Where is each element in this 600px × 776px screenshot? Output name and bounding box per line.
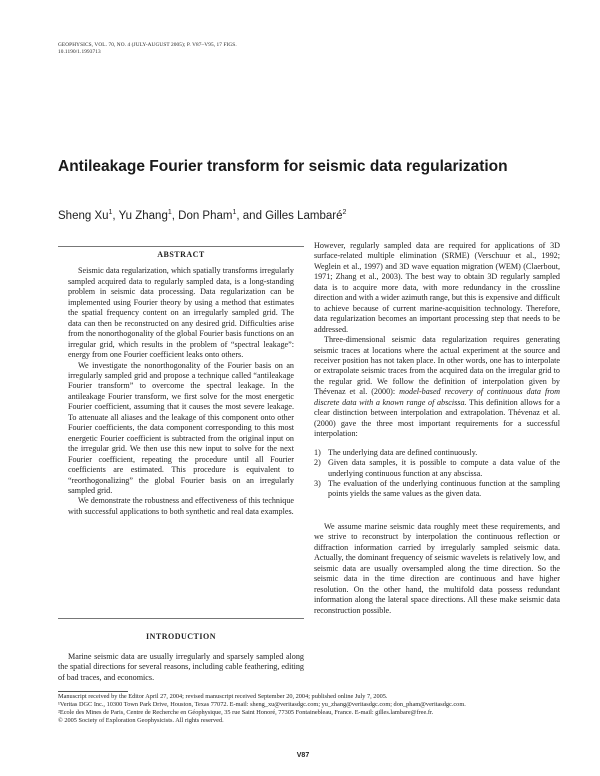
author-name: Sheng Xu xyxy=(58,209,109,222)
abstract-heading: ABSTRACT xyxy=(157,250,205,259)
author-affiliation-mark: 1 xyxy=(167,209,172,216)
right-column xyxy=(314,241,560,616)
footnote-copyright: © 2005 Society of Exploration Geophysicists. All rights reserved. xyxy=(58,716,224,724)
list-text: The underlying data are defined continuously. xyxy=(328,447,478,457)
body-paragraph xyxy=(314,335,560,440)
body-text: Three-dimensional seismic data regularization requires generating seismic traces at locations where the actual experiment at the source and receiver position has not taken place. In other words, one has to interpolate or extrapolate seismic traces from the acquired data on the irregular grid to the regular grid. We follow the definition of interpolation given by Thévenaz et al. (2000): xyxy=(314,335,560,397)
author-name: Gilles Lambaré xyxy=(265,209,343,222)
body-paragraph: We assume marine seismic data roughly meet these requirements, and we strive to reconstruct by interpolation the continuous reflection or diffraction information carried by irregularly sampled seismic data. Actually, the dominant frequency of seismic wavelets is relatively low, and seismic data are usually oversampled along the time direction. So the seismic data in the time direction are continuous and have higher resolution. On the other hand, the multifold data possess redundant information along the lateral space directions. All these make seismic data reconstruction possible. xyxy=(314,521,560,615)
interpolation-definition: model-based recovery of continuous data from discrete data with a known range of abscissa. xyxy=(314,387,560,407)
requirements-list xyxy=(314,448,560,500)
author-affiliation-mark: 1 xyxy=(232,209,237,216)
author-name: Don Pham xyxy=(178,209,233,222)
author-affiliation-mark: 1 xyxy=(108,209,113,216)
list-number: 2) xyxy=(314,458,321,468)
abstract-section xyxy=(58,250,304,517)
footnote-affiliation: ¹Veritas DGC Inc., 10300 Town Park Drive, Houston, Texas 77072. E-mail: sheng_xu@veritasdgc.com; yu_zhang@veritasdgc.com; don_pham@veritasdgc.com. xyxy=(58,700,466,708)
journal-header xyxy=(58,42,358,56)
abstract-paragraph: Seismic data regularization, which spatially transforms irregularly sampled acquired data to regularly sampled data, is a long-standing problem in seismic data processing. Data regularization can be implemented using Fourier theory by using a method that estimates the spatial frequency content on an irregularly sampled grid. The data can then be reconstructed on any desired grid. Difficulties arise from the nonorthogonality of the global Fourier basis functions on an irregular grid, which results in the problem of “spectral leakage”: energy from one Fourier coefficient leaks onto others. xyxy=(68,266,294,360)
paper-title: Antileakage Fourier transform for seismic data regularization xyxy=(58,158,508,175)
footnote-received: Manuscript received by the Editor April 27, 2004; revised manuscript received September 20, 2004; published online July 7, 2005. xyxy=(58,693,388,700)
abstract-paragraph: We demonstrate the robustness and effectiveness of this technique with successful applications to both synthetic and real data examples. xyxy=(68,496,294,516)
list-number: 1) xyxy=(314,447,321,457)
body-paragraph: However, regularly sampled data are required for applications of 3D surface-related multiple elimination (SRME) (Verschuur et al., 1992; Weglein et al., 1997) and 3D wave equation migration (WEM) (Claerbout, 1971; Zhang et al., 2003). The best way to obtain 3D regularly sampled data is to acquire more data, with more redundancy in the crossline direction and with a wider azimuth range, but this is expensive and difficult to achieve because of current marine-acquisition technology. Therefore, data regularization becomes an important processing step that needs to be addressed. xyxy=(314,241,560,334)
doi: 10.1190/1.1993713 xyxy=(58,49,101,55)
list-item xyxy=(314,479,560,500)
abstract-bottom-rule xyxy=(58,618,304,619)
introduction-paragraph: Marine seismic data are usually irregularly and sparsely sampled along the spatial directions for several reasons, including cable feathering, editing of bad traces, and economics. xyxy=(58,652,304,682)
journal-citation: GEOPHYSICS, VOL. 70, NO. 4 (JULY-AUGUST 2005); P. V87–V95, 17 FIGS. xyxy=(58,42,237,48)
introduction-section xyxy=(58,652,304,683)
author-name: Yu Zhang xyxy=(118,209,168,222)
list-item xyxy=(314,448,560,458)
author-separator: , xyxy=(171,209,179,222)
author-affiliation-mark: 2 xyxy=(342,209,347,216)
footnotes xyxy=(58,693,554,725)
author-separator: , xyxy=(112,209,119,222)
footnote-rule xyxy=(58,691,128,692)
list-text: Given data samples, it is possible to compute a data value of the underlying continuous function at any abscissa. xyxy=(328,458,560,478)
author-separator: , and xyxy=(236,209,266,222)
list-number: 3) xyxy=(314,478,321,488)
abstract-top-rule xyxy=(58,246,304,247)
list-text: The evaluation of the underlying continuous function at the sampling points yields the same values as the given data. xyxy=(328,478,560,499)
abstract-paragraph: We investigate the nonorthogonality of the Fourier basis on an irregularly sampled grid and propose a technique called “antileakage Fourier transform” to overcome the spectral leakage. In the antileakage Fourier transform, we first solve for the most energetic Fourier coefficient, assuming that it causes the most severe leakage. To attenuate all aliases and the leakage of this component onto other Fourier coefficients, the data component corresponding to this most energetic Fourier coefficient is subtracted from the original input on the irregular grid. We then use this new input to solve for the next Fourier coefficient, repeating the procedure until all Fourier coefficients are estimated. This procedure is equivalent to “reorthogonalizing” the global Fourier basis on an irregularly sampled grid. xyxy=(68,360,294,495)
footnote-affiliation: ²Ecole des Mines de Paris, Centre de Recherche en Géophysique, 35 rue Saint Honoré, 77305 Fontainebleau, France. E-mail: gilles.lambare@free.fr. xyxy=(58,708,434,716)
body-text: This definition allows for a clear distinction between interpolation and extrapolation. Thévenaz et al. (2000) gave the three most important requirements for a successful interpolation: xyxy=(314,397,560,439)
list-item xyxy=(314,458,560,479)
author-list xyxy=(58,209,558,222)
page-number: V87 xyxy=(296,752,310,759)
introduction-heading: INTRODUCTION xyxy=(145,632,216,641)
